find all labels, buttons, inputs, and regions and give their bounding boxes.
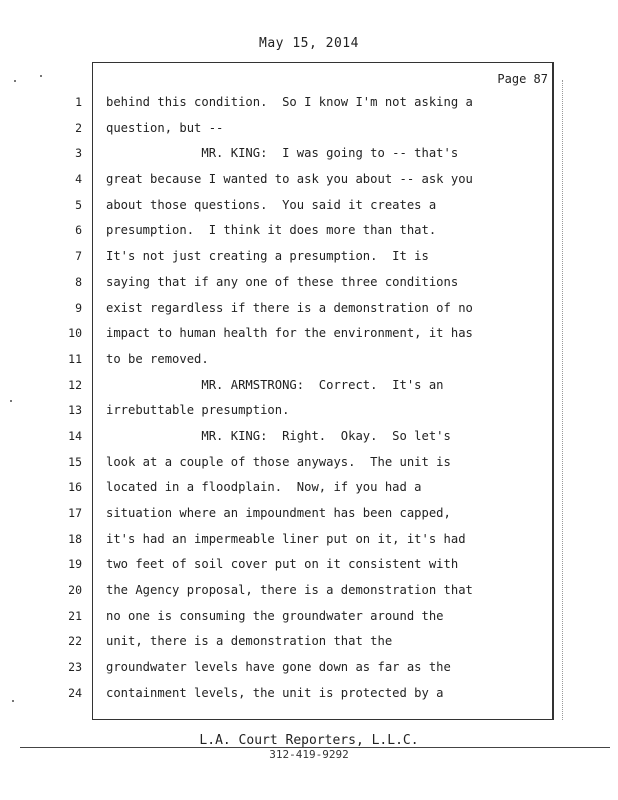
line-number: 8 (75, 274, 82, 289)
line-number: 16 (68, 480, 82, 495)
scan-speckle (40, 75, 42, 77)
transcript-line: saying that if any one of these three conditions (106, 274, 459, 289)
line-number: 18 (68, 531, 82, 546)
line-number: 9 (75, 300, 82, 315)
scan-speckle (12, 700, 14, 702)
line-number: 5 (75, 197, 82, 212)
line-number: 12 (68, 377, 82, 392)
transcript-line: presumption. I think it does more than that. (106, 223, 437, 238)
line-number: 2 (75, 120, 82, 135)
transcript-line: It's not just creating a presumption. It is (106, 249, 429, 264)
line-number: 6 (75, 223, 82, 238)
transcript-line: impact to human health for the environment, it has (106, 326, 473, 341)
transcript-line: behind this condition. So I know I'm not asking a (106, 95, 473, 109)
court-reporter-phone: 312-419-9292 (269, 748, 349, 761)
line-number: 17 (68, 506, 82, 520)
transcript-line: look at a couple of those anyways. The unit is (106, 454, 451, 469)
court-reporter-company: L.A. Court Reporters, L.L.C. (199, 733, 419, 748)
line-number: 14 (68, 428, 82, 443)
page-number-label: Page 87 (497, 72, 548, 86)
transcript-line: located in a floodplain. Now, if you had a (106, 480, 422, 495)
transcript-line: containment levels, the unit is protected by a (106, 685, 444, 700)
transcript-line: to be removed. (106, 351, 209, 366)
line-number: 1 (75, 95, 82, 109)
transcript-line: unit, there is a demonstration that the (106, 634, 393, 649)
line-number: 20 (68, 583, 82, 598)
transcript-line: situation where an impoundment has been capped, (106, 506, 451, 520)
transcript-date: May 15, 2014 (259, 36, 359, 51)
scan-speckle (14, 80, 16, 82)
scan-speckle (10, 400, 12, 402)
transcript-line: it's had an impermeable liner put on it, it's had (106, 531, 466, 546)
transcript-line: irrebuttable presumption. (106, 403, 290, 418)
line-number: 23 (68, 660, 82, 675)
transcript-line: MR. KING: I was going to -- that's (106, 146, 459, 161)
transcript-line: exist regardless if there is a demonstration of no (106, 300, 473, 315)
transcript-line: no one is consuming the groundwater around the (106, 608, 444, 623)
line-number: 11 (68, 351, 82, 366)
right-margin-marks (562, 80, 565, 720)
transcript-line: groundwater levels have gone down as far as the (106, 660, 451, 675)
transcript-text-column (106, 90, 546, 707)
transcript-line: MR. KING: Right. Okay. So let's (106, 428, 451, 443)
line-number: 3 (75, 146, 82, 161)
transcript-line: two feet of soil cover put on it consistent with (106, 557, 459, 572)
line-number-column (58, 90, 82, 707)
line-number: 7 (75, 249, 82, 264)
line-number: 21 (68, 608, 82, 623)
line-number: 22 (68, 634, 82, 649)
transcript-line: about those questions. You said it creates a (106, 197, 437, 212)
line-number: 24 (68, 685, 82, 700)
line-number: 19 (68, 557, 82, 572)
transcript-line: the Agency proposal, there is a demonstration that (106, 583, 473, 598)
transcript-line: question, but -- (106, 120, 224, 135)
line-number: 10 (68, 326, 82, 341)
line-number: 15 (68, 454, 82, 469)
line-number: 13 (68, 403, 82, 418)
transcript-line: great because I wanted to ask you about -- ask you (106, 172, 473, 187)
transcript-line: MR. ARMSTRONG: Correct. It's an (106, 377, 444, 392)
line-number: 4 (75, 172, 82, 187)
